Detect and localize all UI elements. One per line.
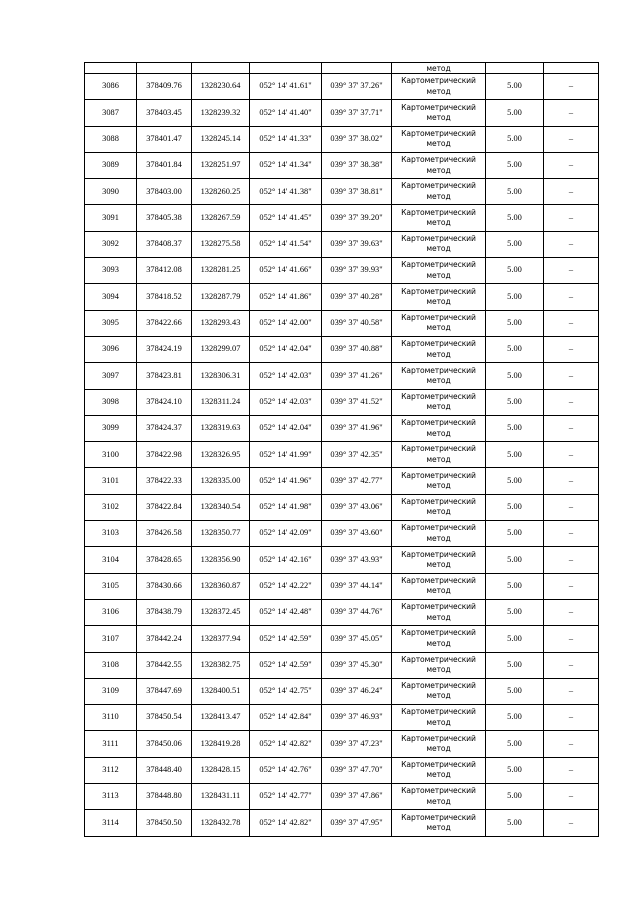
cell-longitude: 039° 37' 41.52" [322, 389, 392, 415]
cell-x: 378422.98 [137, 442, 192, 468]
cell-x: 378418.52 [137, 284, 192, 310]
cell-accuracy: 5.00 [486, 547, 544, 573]
cell-x: 378428.65 [137, 547, 192, 573]
cell-method: Картометрический метод [392, 310, 486, 336]
cell-latitude: 052° 14' 42.76" [250, 757, 322, 783]
cell-latitude: 052° 14' 42.75" [250, 678, 322, 704]
cell-description: – [544, 231, 599, 257]
cell-x: 378426.58 [137, 521, 192, 547]
cell-latitude: 052° 14' 42.82" [250, 731, 322, 757]
cell-latitude: 052° 14' 42.16" [250, 547, 322, 573]
cell-longitude: 039° 37' 41.26" [322, 363, 392, 389]
cell-method: Картометрический метод [392, 599, 486, 625]
cell-method: Картометрический метод [392, 284, 486, 310]
cell-longitude: 039° 37' 38.38" [322, 152, 392, 178]
cell-description: – [544, 652, 599, 678]
cell-accuracy: 5.00 [486, 652, 544, 678]
cell-latitude: 052° 14' 41.86" [250, 284, 322, 310]
cell-y: 1328260.25 [192, 179, 250, 205]
cell-y: 1328413.47 [192, 705, 250, 731]
cell-accuracy: 5.00 [486, 599, 544, 625]
cell-longitude: 039° 37' 44.14" [322, 573, 392, 599]
cell-x: 378442.55 [137, 652, 192, 678]
cell-number: 3096 [85, 336, 137, 362]
cell-y: 1328287.79 [192, 284, 250, 310]
cell-longitude: 039° 37' 45.30" [322, 652, 392, 678]
cell-latitude: 052° 14' 41.34" [250, 152, 322, 178]
cell-number: 3100 [85, 442, 137, 468]
cell-y: 1328360.87 [192, 573, 250, 599]
cell-latitude: 052° 14' 41.40" [250, 100, 322, 126]
cell-latitude: 052° 14' 41.54" [250, 231, 322, 257]
cell-description: – [544, 179, 599, 205]
table-row [85, 573, 599, 599]
cell-number: 3087 [85, 100, 137, 126]
table-row [85, 599, 599, 625]
table-row [85, 205, 599, 231]
cell-longitude: 039° 37' 40.28" [322, 284, 392, 310]
cell-accuracy: 5.00 [486, 442, 544, 468]
cell-x: 378438.79 [137, 599, 192, 625]
cell-number: 3108 [85, 652, 137, 678]
coordinates-table [84, 62, 599, 837]
cell-description: – [544, 731, 599, 757]
cell-longitude: 039° 37' 43.93" [322, 547, 392, 573]
cell-description: – [544, 100, 599, 126]
cell-y: 1328350.77 [192, 521, 250, 547]
table-row [85, 284, 599, 310]
table-row [85, 415, 599, 441]
cell-x: 378423.81 [137, 363, 192, 389]
cell-description: – [544, 442, 599, 468]
cell-y: 1328432.78 [192, 810, 250, 836]
cell-latitude: 052° 14' 42.04" [250, 415, 322, 441]
cell-method: Картометрический метод [392, 521, 486, 547]
table-row [85, 494, 599, 520]
cell-y: 1328340.54 [192, 494, 250, 520]
cell-longitude: 039° 37' 38.02" [322, 126, 392, 152]
cell-accuracy: 5.00 [486, 179, 544, 205]
cell-latitude: 052° 14' 41.33" [250, 126, 322, 152]
cell-description: – [544, 415, 599, 441]
table-row [85, 442, 599, 468]
cell-x: 378405.38 [137, 205, 192, 231]
cell-y: 1328372.45 [192, 599, 250, 625]
cell-number: 3097 [85, 363, 137, 389]
cell-latitude: 052° 14' 41.66" [250, 258, 322, 284]
cell-description: – [544, 284, 599, 310]
cell-x: 378447.69 [137, 678, 192, 704]
table-row [85, 363, 599, 389]
cell-accuracy: 5.00 [486, 731, 544, 757]
cell-accuracy: 5.00 [486, 284, 544, 310]
cell-latitude: 052° 14' 42.00" [250, 310, 322, 336]
cell-accuracy: 5.00 [486, 468, 544, 494]
cell-number: 3093 [85, 258, 137, 284]
cell-description: – [544, 152, 599, 178]
cell-description: – [544, 757, 599, 783]
cell-latitude: 052° 14' 42.03" [250, 389, 322, 415]
cell-y: 1328267.59 [192, 205, 250, 231]
cell-description: – [544, 494, 599, 520]
cell-x: 378422.66 [137, 310, 192, 336]
cell-method: Картометрический метод [392, 705, 486, 731]
cell-y: 1328306.31 [192, 363, 250, 389]
cell-latitude: 052° 14' 41.61" [250, 74, 322, 100]
cell-description: – [544, 810, 599, 836]
cell-method: Картометрический метод [392, 731, 486, 757]
table-row [85, 310, 599, 336]
cell-method: метод [392, 63, 486, 74]
cell-description: – [544, 258, 599, 284]
cell-y: 1328382.75 [192, 652, 250, 678]
cell-latitude: 052° 14' 41.96" [250, 468, 322, 494]
cell-y: 1328281.25 [192, 258, 250, 284]
cell-accuracy: 5.00 [486, 757, 544, 783]
cell-longitude: 039° 37' 43.06" [322, 494, 392, 520]
cell-method: Картометрический метод [392, 547, 486, 573]
cell-accuracy: 5.00 [486, 678, 544, 704]
cell-y: 1328293.43 [192, 310, 250, 336]
cell-y [192, 63, 250, 74]
cell-x: 378401.47 [137, 126, 192, 152]
cell-description: – [544, 468, 599, 494]
cell-longitude: 039° 37' 44.76" [322, 599, 392, 625]
cell-number: 3107 [85, 626, 137, 652]
table-body [85, 63, 599, 837]
cell-accuracy: 5.00 [486, 74, 544, 100]
cell-latitude: 052° 14' 42.04" [250, 336, 322, 362]
cell-accuracy: 5.00 [486, 258, 544, 284]
cell-x: 378422.33 [137, 468, 192, 494]
cell-x: 378424.10 [137, 389, 192, 415]
cell-accuracy: 5.00 [486, 389, 544, 415]
cell-description: – [544, 126, 599, 152]
cell-method: Картометрический метод [392, 678, 486, 704]
cell-accuracy: 5.00 [486, 705, 544, 731]
cell-longitude: 039° 37' 42.77" [322, 468, 392, 494]
cell-accuracy: 5.00 [486, 231, 544, 257]
cell-accuracy: 5.00 [486, 573, 544, 599]
table-row [85, 626, 599, 652]
cell-accuracy: 5.00 [486, 363, 544, 389]
table-row [85, 731, 599, 757]
cell-y: 1328400.51 [192, 678, 250, 704]
cell-accuracy: 5.00 [486, 100, 544, 126]
table-row [85, 258, 599, 284]
cell-x: 378408.37 [137, 231, 192, 257]
cell-accuracy [486, 63, 544, 74]
cell-description: – [544, 389, 599, 415]
cell-number: 3090 [85, 179, 137, 205]
cell-y: 1328319.63 [192, 415, 250, 441]
cell-longitude: 039° 37' 46.24" [322, 678, 392, 704]
table-row [85, 784, 599, 810]
cell-latitude: 052° 14' 42.03" [250, 363, 322, 389]
continued-row [85, 63, 599, 74]
cell-x: 378442.24 [137, 626, 192, 652]
cell-number [85, 63, 137, 74]
cell-y: 1328239.32 [192, 100, 250, 126]
table-row [85, 547, 599, 573]
cell-longitude: 039° 37' 39.93" [322, 258, 392, 284]
cell-latitude: 052° 14' 42.09" [250, 521, 322, 547]
cell-longitude: 039° 37' 37.71" [322, 100, 392, 126]
cell-description: – [544, 74, 599, 100]
cell-x: 378450.54 [137, 705, 192, 731]
cell-longitude: 039° 37' 38.81" [322, 179, 392, 205]
cell-x: 378422.84 [137, 494, 192, 520]
cell-x: 378424.37 [137, 415, 192, 441]
cell-number: 3104 [85, 547, 137, 573]
cell-latitude: 052° 14' 42.82" [250, 810, 322, 836]
table-row [85, 336, 599, 362]
table-row [85, 179, 599, 205]
cell-x: 378448.40 [137, 757, 192, 783]
cell-longitude: 039° 37' 47.95" [322, 810, 392, 836]
cell-description: – [544, 678, 599, 704]
cell-number: 3101 [85, 468, 137, 494]
cell-number: 3089 [85, 152, 137, 178]
cell-y: 1328299.07 [192, 336, 250, 362]
cell-y: 1328311.24 [192, 389, 250, 415]
table-row [85, 389, 599, 415]
cell-accuracy: 5.00 [486, 784, 544, 810]
cell-x: 378450.06 [137, 731, 192, 757]
cell-method: Картометрический метод [392, 810, 486, 836]
cell-method: Картометрический метод [392, 126, 486, 152]
cell-latitude: 052° 14' 42.59" [250, 652, 322, 678]
cell-description: – [544, 205, 599, 231]
cell-y: 1328326.95 [192, 442, 250, 468]
cell-method: Картометрический метод [392, 179, 486, 205]
table-row [85, 74, 599, 100]
cell-longitude: 039° 37' 46.93" [322, 705, 392, 731]
cell-method: Картометрический метод [392, 336, 486, 362]
cell-number: 3099 [85, 415, 137, 441]
cell-y: 1328431.11 [192, 784, 250, 810]
cell-accuracy: 5.00 [486, 336, 544, 362]
cell-longitude: 039° 37' 40.88" [322, 336, 392, 362]
cell-description: – [544, 626, 599, 652]
cell-y: 1328275.58 [192, 231, 250, 257]
cell-number: 3109 [85, 678, 137, 704]
cell-number: 3091 [85, 205, 137, 231]
cell-method: Картометрический метод [392, 757, 486, 783]
table-row [85, 126, 599, 152]
cell-accuracy: 5.00 [486, 152, 544, 178]
cell-description: – [544, 573, 599, 599]
cell-y: 1328245.14 [192, 126, 250, 152]
cell-accuracy: 5.00 [486, 494, 544, 520]
cell-accuracy: 5.00 [486, 626, 544, 652]
cell-x: 378401.84 [137, 152, 192, 178]
table-row [85, 521, 599, 547]
cell-method: Картометрический метод [392, 389, 486, 415]
cell-accuracy: 5.00 [486, 415, 544, 441]
cell-x: 378403.45 [137, 100, 192, 126]
cell-x: 378430.66 [137, 573, 192, 599]
cell-latitude: 052° 14' 42.22" [250, 573, 322, 599]
cell-longitude: 039° 37' 40.58" [322, 310, 392, 336]
cell-y: 1328428.15 [192, 757, 250, 783]
cell-longitude: 039° 37' 43.60" [322, 521, 392, 547]
table-row [85, 152, 599, 178]
cell-number: 3112 [85, 757, 137, 783]
cell-x: 378448.80 [137, 784, 192, 810]
cell-method: Картометрический метод [392, 152, 486, 178]
cell-latitude: 052° 14' 42.84" [250, 705, 322, 731]
cell-method: Картометрический метод [392, 74, 486, 100]
cell-latitude: 052° 14' 41.38" [250, 179, 322, 205]
cell-y: 1328230.64 [192, 74, 250, 100]
cell-description: – [544, 310, 599, 336]
table-row [85, 757, 599, 783]
cell-longitude: 039° 37' 41.96" [322, 415, 392, 441]
cell-method: Картометрический метод [392, 205, 486, 231]
cell-method: Картометрический метод [392, 415, 486, 441]
table-row [85, 652, 599, 678]
cell-accuracy: 5.00 [486, 126, 544, 152]
cell-longitude [322, 63, 392, 74]
cell-method: Картометрический метод [392, 573, 486, 599]
cell-longitude: 039° 37' 39.20" [322, 205, 392, 231]
cell-method: Картометрический метод [392, 784, 486, 810]
cell-method: Картометрический метод [392, 626, 486, 652]
cell-description [544, 63, 599, 74]
cell-x: 378450.50 [137, 810, 192, 836]
cell-description: – [544, 547, 599, 573]
cell-x: 378424.19 [137, 336, 192, 362]
cell-accuracy: 5.00 [486, 310, 544, 336]
cell-latitude: 052° 14' 41.98" [250, 494, 322, 520]
cell-longitude: 039° 37' 47.86" [322, 784, 392, 810]
cell-accuracy: 5.00 [486, 205, 544, 231]
table-row [85, 231, 599, 257]
cell-latitude: 052° 14' 41.99" [250, 442, 322, 468]
cell-number: 3113 [85, 784, 137, 810]
cell-method: Картометрический метод [392, 494, 486, 520]
cell-description: – [544, 705, 599, 731]
cell-description: – [544, 363, 599, 389]
cell-y: 1328335.00 [192, 468, 250, 494]
cell-method: Картометрический метод [392, 442, 486, 468]
cell-accuracy: 5.00 [486, 810, 544, 836]
cell-description: – [544, 599, 599, 625]
cell-x [137, 63, 192, 74]
cell-description: – [544, 784, 599, 810]
cell-method: Картометрический метод [392, 468, 486, 494]
cell-number: 3095 [85, 310, 137, 336]
table-row [85, 678, 599, 704]
table-row [85, 468, 599, 494]
cell-number: 3111 [85, 731, 137, 757]
cell-longitude: 039° 37' 47.23" [322, 731, 392, 757]
cell-number: 3102 [85, 494, 137, 520]
cell-method: Картометрический метод [392, 258, 486, 284]
cell-longitude: 039° 37' 37.26" [322, 74, 392, 100]
cell-number: 3110 [85, 705, 137, 731]
cell-x: 378403.00 [137, 179, 192, 205]
cell-description: – [544, 336, 599, 362]
cell-number: 3098 [85, 389, 137, 415]
cell-y: 1328356.90 [192, 547, 250, 573]
cell-number: 3086 [85, 74, 137, 100]
cell-method: Картометрический метод [392, 231, 486, 257]
cell-latitude: 052° 14' 42.48" [250, 599, 322, 625]
cell-number: 3114 [85, 810, 137, 836]
cell-longitude: 039° 37' 42.35" [322, 442, 392, 468]
table-row [85, 100, 599, 126]
cell-y: 1328251.97 [192, 152, 250, 178]
cell-number: 3105 [85, 573, 137, 599]
cell-longitude: 039° 37' 45.05" [322, 626, 392, 652]
cell-y: 1328419.28 [192, 731, 250, 757]
cell-y: 1328377.94 [192, 626, 250, 652]
cell-latitude [250, 63, 322, 74]
cell-latitude: 052° 14' 42.59" [250, 626, 322, 652]
cell-method: Картометрический метод [392, 100, 486, 126]
cell-longitude: 039° 37' 47.70" [322, 757, 392, 783]
cell-number: 3106 [85, 599, 137, 625]
cell-method: Картометрический метод [392, 652, 486, 678]
cell-description: – [544, 521, 599, 547]
cell-number: 3092 [85, 231, 137, 257]
cell-number: 3088 [85, 126, 137, 152]
cell-latitude: 052° 14' 42.77" [250, 784, 322, 810]
cell-method: Картометрический метод [392, 363, 486, 389]
cell-longitude: 039° 37' 39.63" [322, 231, 392, 257]
cell-x: 378412.08 [137, 258, 192, 284]
cell-x: 378409.76 [137, 74, 192, 100]
cell-accuracy: 5.00 [486, 521, 544, 547]
cell-number: 3094 [85, 284, 137, 310]
cell-number: 3103 [85, 521, 137, 547]
table-row [85, 810, 599, 836]
table-row [85, 705, 599, 731]
cell-latitude: 052° 14' 41.45" [250, 205, 322, 231]
